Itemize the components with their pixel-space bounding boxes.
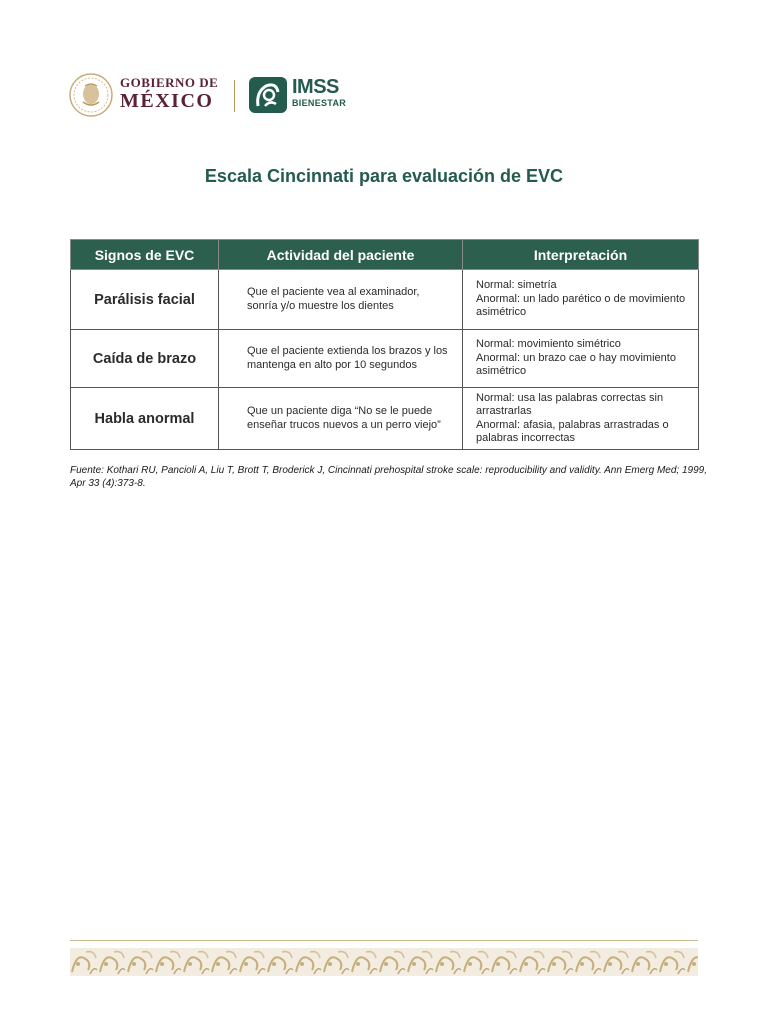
column-header-interpretation: Interpretación [463,240,699,270]
activity-cell: Que el paciente vea al examinador, sonría y/o muestre los dientes [219,270,463,330]
interpretation-abnormal: Anormal: un brazo cae o hay movimiento asimétrico [476,351,676,378]
table-row [71,388,699,450]
sign-cell: Caída de brazo [71,330,219,388]
interpretation-normal: Normal: movimiento simétrico [476,338,621,351]
interpretation-cell [463,388,699,450]
column-header-activity: Actividad del paciente [219,240,463,270]
imss-logo-icon [248,76,288,114]
footer-divider [70,940,698,941]
page-header [68,68,388,124]
imss-wordmark [292,76,346,109]
source-citation: Fuente: Kothari RU, Pancioli A, Liu T, Brott T, Broderick J, Cincinnati prehospital stroke scale: reproducibility and validity. Ann Emerg Med; 1999, Apr 33 (4):373-8. [70,465,707,489]
logo-divider [234,80,235,112]
interpretation-normal: Normal: usa las palabras correctas sin arrastrarlas [476,391,664,417]
sign-cell: Habla anormal [71,388,219,450]
interpretation-abnormal: Anormal: afasia, palabras arrastradas o palabras incorrectas [476,418,669,444]
gobierno-line1: GOBIERNO DE [120,75,219,90]
table-row [71,270,699,330]
interpretation-cell [463,330,699,388]
cincinnati-scale-table [70,239,699,450]
table-header-row [71,240,699,270]
interpretation-cell [463,270,699,330]
gobierno-line2: MÉXICO [120,90,214,112]
activity-cell: Que un paciente diga “No se le puede enseñar trucos nuevos a un perro viejo” [219,388,463,450]
decorative-pattern-band [70,948,698,976]
imss-sub: BIENESTAR [292,98,347,108]
column-header-signs: Signos de EVC [71,240,219,270]
page-title: Escala Cincinnati para evaluación de EVC [204,166,564,186]
interpretation-abnormal: Anormal: un lado parético o de movimiento asimétrico [476,292,686,319]
sign-cell: Parálisis facial [71,270,219,330]
gobierno-mexico-wordmark [120,76,218,112]
activity-cell: Que el paciente extienda los brazos y los mantenga en alto por 10 segundos [219,330,463,388]
interpretation-normal: Normal: simetría [476,279,557,292]
table-row [71,330,699,388]
national-seal-icon [68,72,114,118]
imss-name: IMSS [292,76,339,98]
